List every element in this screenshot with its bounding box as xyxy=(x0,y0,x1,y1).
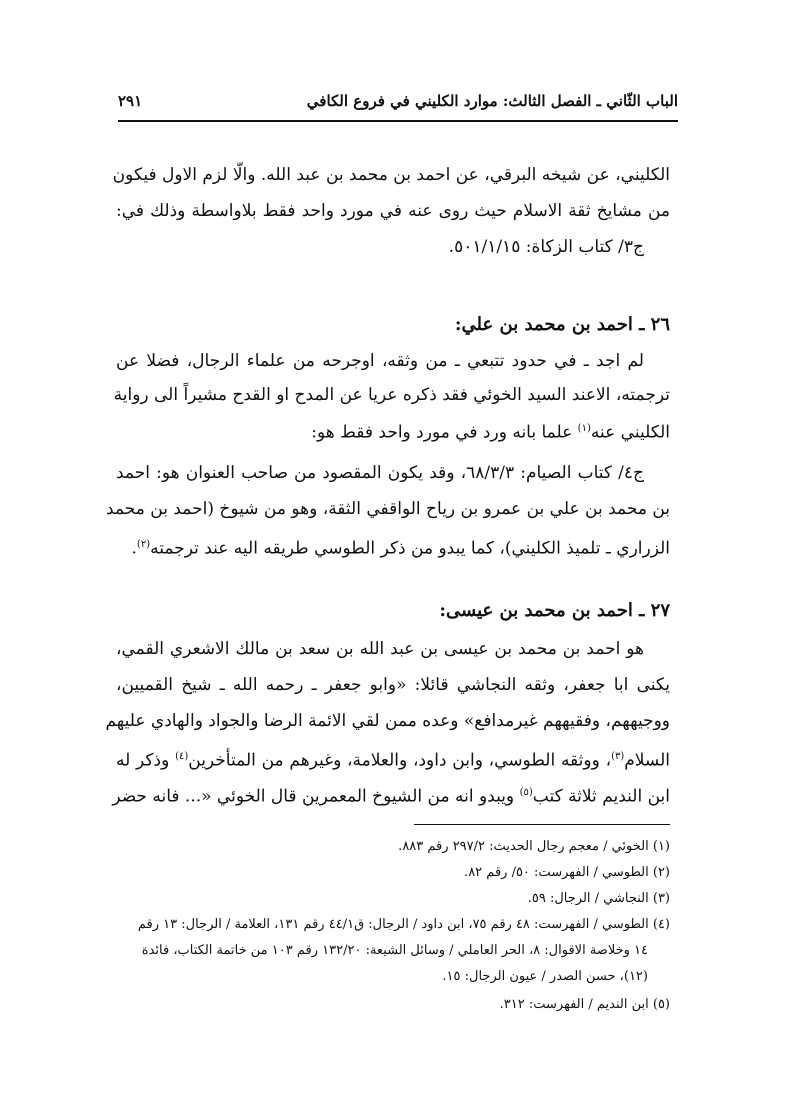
footnote-ref[interactable]: (٢) xyxy=(136,539,151,550)
text-line: ج٣/ كتاب الزكاة: ٥٠١/١/١٥. xyxy=(448,237,644,257)
running-header xyxy=(118,88,678,114)
text-line: ج٤/ كتاب الصيام: ٦٨/٣/٣، وقد يكون المقصود من صاحب العنوان هو: احمد xyxy=(116,463,644,483)
footnote-ref[interactable]: (٣) xyxy=(611,751,625,762)
chapter-title: الباب الثّاني ـ الفصل الثالث: موارد الكليني في فروع الكافي xyxy=(306,92,678,110)
text-line: الزراري ـ تلميذ الكليني)، كما يبدو من ذكر الطوسي طريقه اليه عند ترجمته$^{(٢)}$. xyxy=(131,538,670,559)
text-line: السلام$^{(٣)}$، ووثقه الطوسي، وابن داود، والعلامة، وغيرهم من المتأخرين$^{(٤)}$ وذكر له xyxy=(116,750,670,771)
footnote: (٣) النجاشي / الرجال: ٥٩. xyxy=(527,891,670,906)
header-divider xyxy=(118,120,678,122)
footnote-continuation: (١٢)، حسن الصدر / عيون الرجال: ١٥. xyxy=(442,969,648,984)
footnote: (٤) الطوسي / الفهرست: ٤٨ رقم ٧٥، ابن داود / الرجال: ق٤٤/١ رقم ١٣١، العلامة / الرجال: ١٣ رقم xyxy=(137,917,670,932)
footnote-ref[interactable]: (٥) xyxy=(519,787,533,798)
text-line: الكليني عنه$^{(١)}$ علما بانه ورد في مورد واحد فقط هو: xyxy=(311,422,670,443)
entry-heading: ٢٦ ـ احمد بن محمد بن علي: xyxy=(454,314,670,335)
footnote: (٢) الطوسي / الفهرست: ٥٠/ رقم ٨٢. xyxy=(464,865,670,880)
footnote-ref[interactable]: (١) xyxy=(577,423,591,434)
footnote-ref[interactable]: (٤) xyxy=(175,751,189,762)
text-line: ترجمته، الاعند السيد الخوئي فقد ذكره عريا عن المدح او القدح مشيراً الى رواية xyxy=(113,385,670,405)
footnote-continuation: ١٤ وخلاصة الاقوال: ٨، الحر العاملي / وسائل الشيعة: ١٣٢/٢٠ رقم ١٠٣ من خاتمة الكتاب، فائدة xyxy=(141,943,648,958)
footnote: (٥) ابن النديم / الفهرست: ٣١٢. xyxy=(499,997,670,1012)
footnote-divider xyxy=(414,824,670,825)
text-line: هو احمد بن محمد بن عيسى بن عبد الله بن سعد بن مالك الاشعري القمي، xyxy=(116,639,644,659)
page-number: ٢٩١ xyxy=(118,92,143,110)
text-line: ووجيههم، وفقيههم غيرمدافع» وعده ممن لقي الائمة الرضا والجواد والهادي عليهم xyxy=(105,711,670,731)
text-line: الكليني، عن شيخه البرقي، عن احمد بن محمد بن عبد الله. والّا لزم الاول فيكون xyxy=(112,165,670,185)
text-line: يكنى ابا جعفر، وثقه النجاشي قائلا: «وابو جعفر ـ رحمه الله ـ شيخ القميين، xyxy=(116,675,670,695)
text-line: من مشايخ ثقة الاسلام حيث روى عنه في مورد واحد فقط بلاواسطة وذلك في: xyxy=(116,201,670,221)
text-line: لم اجد ـ في حدود تتبعي ـ من وثقه، اوجرحه من علماء الرجال، فضلا عن xyxy=(116,351,644,371)
text-line: بن محمد بن علي بن عمرو بن رياح الواقفي الثقة، وهو من شيوخ (احمد بن محمد xyxy=(106,499,670,519)
entry-heading: ٢٧ ـ احمد بن محمد بن عيسى: xyxy=(439,600,670,621)
footnote: (١) الخوئي / معجم رجال الحديث: ٢٩٧/٢ رقم ٨٨٣. xyxy=(398,839,670,854)
text-line: ابن النديم ثلاثة كتب$^{(٥)}$ ويبدو انه من الشيوخ المعمرين قال الخوئي «... فانه حضر xyxy=(112,786,670,807)
